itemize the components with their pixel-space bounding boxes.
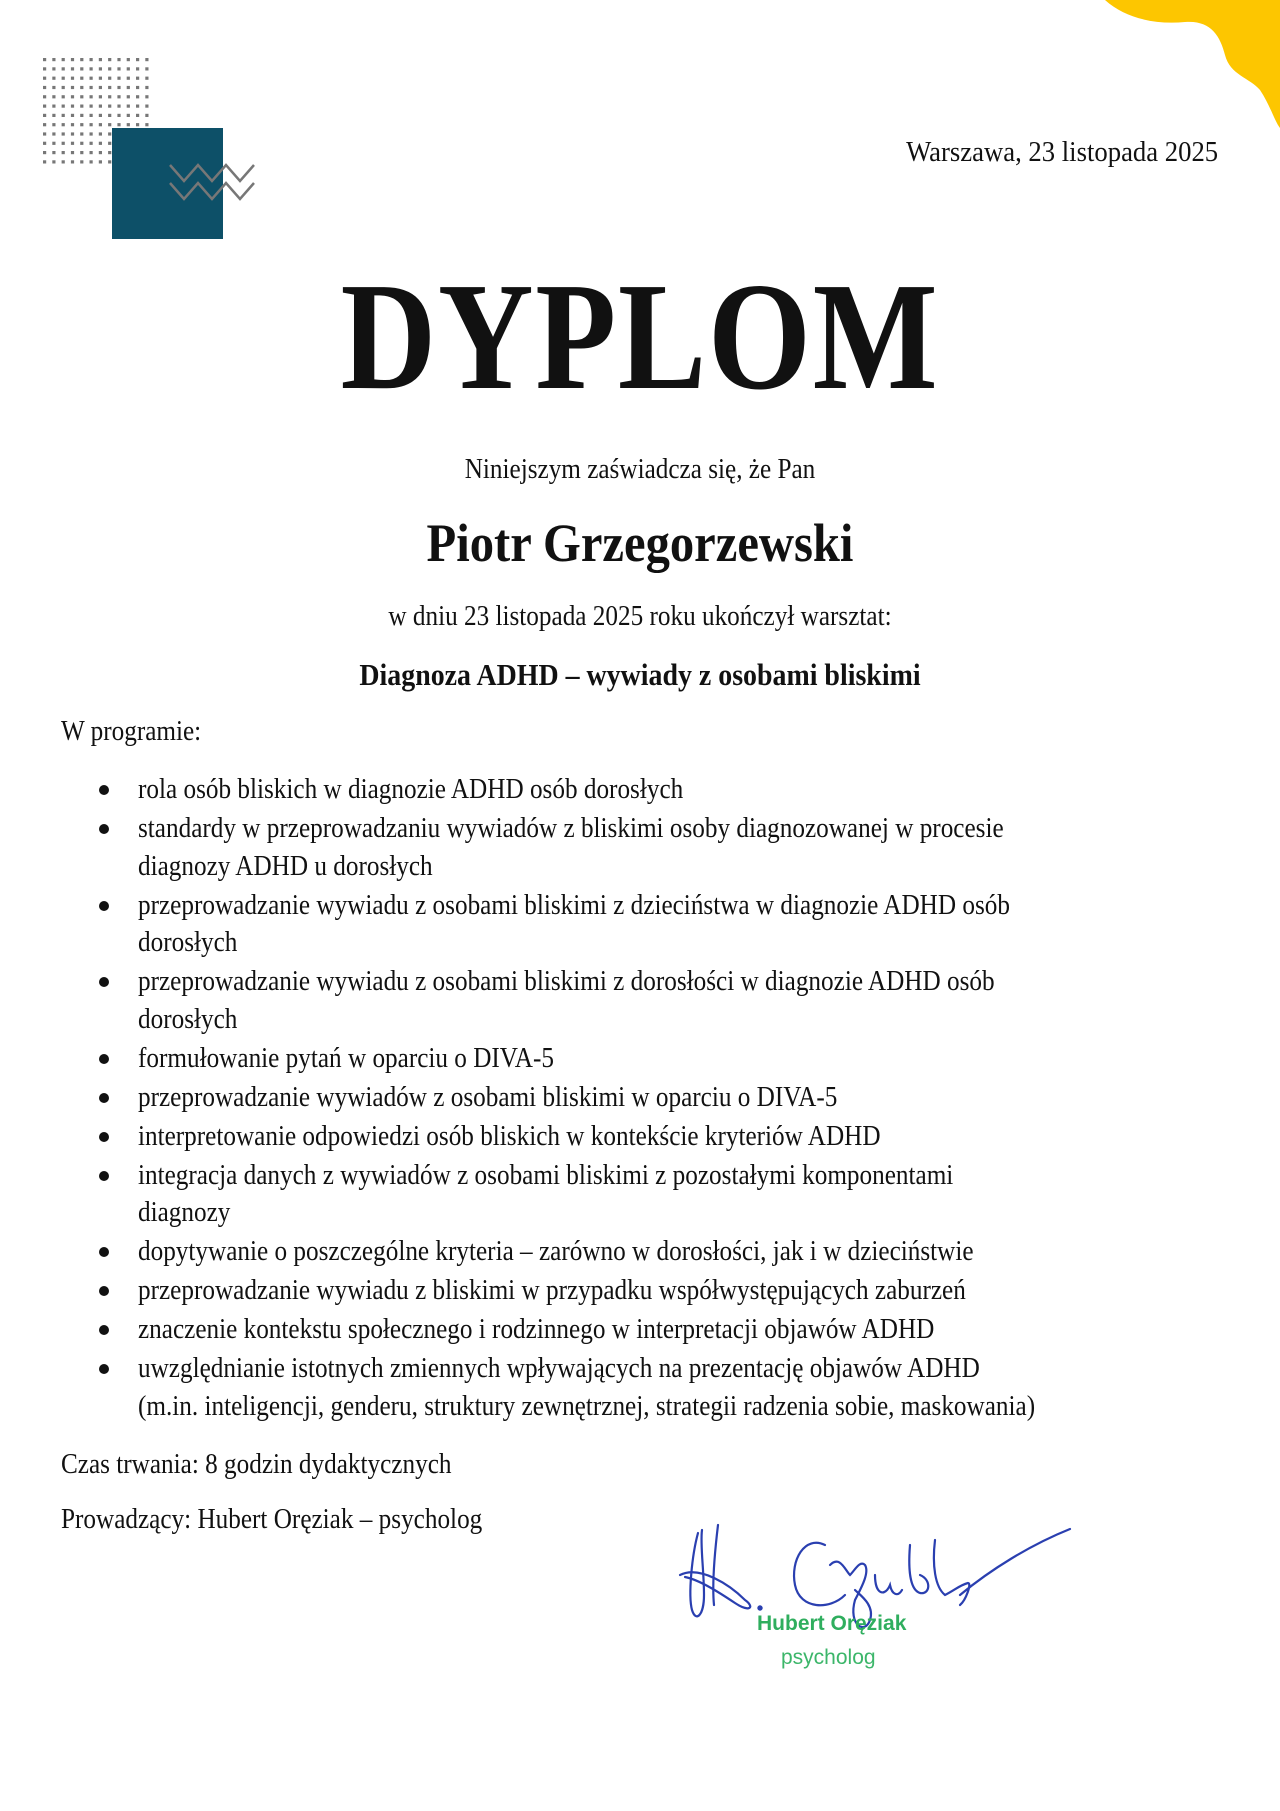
program-item (0, 771, 1280, 809)
dot (145, 95, 148, 98)
dot (108, 142, 111, 145)
dot (62, 58, 65, 61)
dot (99, 114, 102, 117)
dot (62, 123, 65, 126)
bullet-icon (99, 785, 109, 795)
dot (136, 86, 139, 89)
program-item (0, 1157, 1280, 1232)
program-item-line: znaczenie kontekstu społecznego i rodzinnego w interpretacji objawów ADHD (138, 1314, 935, 1345)
dot (80, 160, 83, 163)
dot (52, 95, 55, 98)
program-item-text (138, 1272, 966, 1310)
dot (117, 86, 120, 89)
dot (71, 160, 74, 163)
stamp-name: Hubert Oręziak (757, 1612, 907, 1635)
program-item-text (138, 810, 1004, 885)
dot (62, 67, 65, 70)
dot (90, 114, 93, 117)
dot (90, 160, 93, 163)
dot (108, 114, 111, 117)
yellow-wave-decoration (1070, 0, 1280, 128)
program-label: W programie: (61, 716, 202, 747)
dot (71, 151, 74, 154)
program-item (0, 1079, 1280, 1117)
program-item-text (138, 963, 995, 1038)
dot (136, 95, 139, 98)
program-list (0, 771, 1280, 1425)
program-item-line: dopytywanie o poszczególne kryteria – zarówno w dorosłości, jak i w dzieciństwie (138, 1236, 974, 1267)
dot (80, 105, 83, 108)
dot (145, 58, 148, 61)
dot (90, 86, 93, 89)
stamp-role: psycholog (781, 1646, 876, 1669)
bullet-icon (99, 1286, 109, 1296)
dot (117, 95, 120, 98)
dot (108, 77, 111, 80)
program-item-line: interpretowanie odpowiedzi osób bliskich w kontekście kryteriów ADHD (138, 1120, 881, 1152)
dot (52, 151, 55, 154)
program-item-text (138, 1118, 881, 1156)
dot (99, 86, 102, 89)
dot (90, 151, 93, 154)
dot (127, 105, 130, 108)
dot (71, 77, 74, 80)
dot (117, 123, 120, 126)
dot (43, 114, 46, 117)
dot (117, 77, 120, 80)
dot (99, 123, 102, 126)
dot (43, 77, 46, 80)
program-item-text (138, 1233, 974, 1271)
dot (71, 58, 74, 61)
program-item (0, 810, 1280, 885)
dot (108, 58, 111, 61)
program-item-line: przeprowadzanie wywiadu z bliskimi w przypadku współwystępujących zaburzeń (138, 1275, 966, 1306)
bullet-icon (99, 977, 109, 987)
bullet-icon (99, 824, 109, 834)
program-item-line: formułowanie pytań w oparciu o DIVA-5 (138, 1042, 554, 1074)
bullet-icon (99, 1247, 109, 1257)
dot (43, 142, 46, 145)
bullet-icon (99, 1132, 109, 1142)
dot (90, 95, 93, 98)
dot (136, 67, 139, 70)
dot (62, 114, 65, 117)
dot (62, 160, 65, 163)
dot (90, 142, 93, 145)
dot (43, 105, 46, 108)
dot (99, 77, 102, 80)
dot (52, 160, 55, 163)
dot (62, 86, 65, 89)
dot (80, 114, 83, 117)
dot (145, 86, 148, 89)
program-item-line: (m.in. inteligencji, genderu, struktury zewnętrznej, strategii radzenia sobie, maskowania) (138, 1390, 1036, 1422)
dot (108, 67, 111, 70)
dot (43, 151, 46, 154)
dot (71, 105, 74, 108)
program-item (0, 1040, 1280, 1078)
program-item-line: przeprowadzanie wywiadu z osobami bliskimi z dorosłości w diagnozie ADHD osób (138, 966, 995, 997)
dot (43, 123, 46, 126)
dot (43, 86, 46, 89)
dot (80, 132, 83, 135)
dot (71, 142, 74, 145)
program-item-line: integracja danych z wywiadów z osobami bliskimi z pozostałymi komponentami (138, 1159, 954, 1191)
program-item-text (138, 1311, 934, 1349)
dot (108, 86, 111, 89)
dot (90, 132, 93, 135)
program-item-text (138, 771, 683, 809)
program-item-line: standardy w przeprowadzaniu wywiadów z bliskimi osoby diagnozowanej w procesie (138, 813, 1004, 844)
dot (90, 58, 93, 61)
dot (43, 95, 46, 98)
dot (136, 123, 139, 126)
dot (62, 151, 65, 154)
dot (117, 105, 120, 108)
program-item-line: diagnozy (138, 1197, 231, 1228)
program-item-line: przeprowadzanie wywiadów z osobami bliskimi w oparciu o DIVA-5 (138, 1081, 838, 1113)
program-item (0, 1350, 1280, 1425)
bullet-icon (99, 901, 109, 911)
program-item-text (138, 1157, 953, 1232)
dot (145, 67, 148, 70)
dot (136, 114, 139, 117)
dot (99, 58, 102, 61)
dot (99, 142, 102, 145)
dot (80, 142, 83, 145)
dot (90, 77, 93, 80)
program-item-line: diagnozy ADHD u dorosłych (138, 850, 433, 882)
dot (99, 105, 102, 108)
dot (99, 160, 102, 163)
bullet-icon (99, 1325, 109, 1335)
dot (80, 67, 83, 70)
dot (127, 114, 130, 117)
dot (117, 58, 120, 61)
dot (62, 105, 65, 108)
dot (52, 67, 55, 70)
dot (145, 123, 148, 126)
dot (80, 77, 83, 80)
dot (99, 132, 102, 135)
dot (62, 77, 65, 80)
dot (43, 58, 46, 61)
dot (127, 77, 130, 80)
dot (145, 105, 148, 108)
dot (108, 95, 111, 98)
zigzag-decoration (168, 163, 256, 207)
workshop-leader: Prowadzący: Hubert Oręziak – psycholog (61, 1504, 483, 1535)
dot (117, 67, 120, 70)
dot (90, 105, 93, 108)
program-item (0, 963, 1280, 1038)
dot (145, 114, 148, 117)
dot (127, 86, 130, 89)
duration: Czas trwania: 8 godzin dydaktycznych (61, 1449, 452, 1480)
completion-line: w dniu 23 listopada 2025 roku ukończył warsztat: (388, 601, 892, 632)
dot (99, 67, 102, 70)
dot (99, 151, 102, 154)
dot (127, 123, 130, 126)
dot (43, 132, 46, 135)
dot (80, 123, 83, 126)
bullet-icon (99, 1364, 109, 1374)
program-item-text (138, 1079, 837, 1117)
dot (52, 123, 55, 126)
program-item (0, 1118, 1280, 1156)
dot (127, 67, 130, 70)
dot (71, 86, 74, 89)
dot (71, 95, 74, 98)
dot (71, 67, 74, 70)
dot (62, 95, 65, 98)
dot (52, 86, 55, 89)
dot (52, 58, 55, 61)
dot (108, 160, 111, 163)
dot (80, 95, 83, 98)
program-item (0, 1272, 1280, 1310)
dot (127, 95, 130, 98)
program-item (0, 887, 1280, 962)
dot (71, 123, 74, 126)
dot (80, 151, 83, 154)
dot (145, 77, 148, 80)
dot (52, 132, 55, 135)
dot (71, 132, 74, 135)
dot (136, 105, 139, 108)
dot (90, 67, 93, 70)
dot (80, 86, 83, 89)
dot (108, 151, 111, 154)
dot (52, 105, 55, 108)
dot (136, 58, 139, 61)
certificate-title: DYPLOM (340, 252, 940, 422)
program-item (0, 1233, 1280, 1271)
dot (108, 123, 111, 126)
dot (52, 114, 55, 117)
bullet-icon (99, 1093, 109, 1103)
program-item-line: dorosłych (138, 1003, 238, 1035)
dot (99, 95, 102, 98)
dot (62, 142, 65, 145)
program-item-line: rola osób bliskich w diagnozie ADHD osób dorosłych (138, 774, 684, 805)
program-item-line: przeprowadzanie wywiadu z osobami bliskimi z dzieciństwa w diagnozie ADHD osób (138, 889, 1010, 921)
dot (52, 142, 55, 145)
dot (80, 58, 83, 61)
program-item-text (138, 887, 1010, 962)
dot (127, 58, 130, 61)
program-item-line: dorosłych (138, 927, 238, 958)
dot (108, 105, 111, 108)
program-item-text (138, 1350, 1035, 1425)
certificate-intro: Niniejszym zaświadcza się, że Pan (464, 454, 816, 485)
program-item (0, 1311, 1280, 1349)
dot (90, 123, 93, 126)
dot (43, 67, 46, 70)
dot (117, 114, 120, 117)
dot (43, 160, 46, 163)
dot (108, 132, 111, 135)
recipient-name: Piotr Grzegorzewski (426, 513, 854, 573)
program-item-text (138, 1040, 554, 1078)
dot (136, 77, 139, 80)
place-and-date: Warszawa, 23 listopada 2025 (906, 136, 1218, 168)
workshop-title: Diagnoza ADHD – wywiady z osobami bliskimi (359, 657, 921, 692)
dot (71, 114, 74, 117)
bullet-icon (99, 1171, 109, 1181)
dot (62, 132, 65, 135)
dot (52, 77, 55, 80)
bullet-icon (99, 1054, 109, 1064)
program-item-line: uwzględnianie istotnych zmiennych wpływających na prezentację objawów ADHD (138, 1353, 980, 1384)
